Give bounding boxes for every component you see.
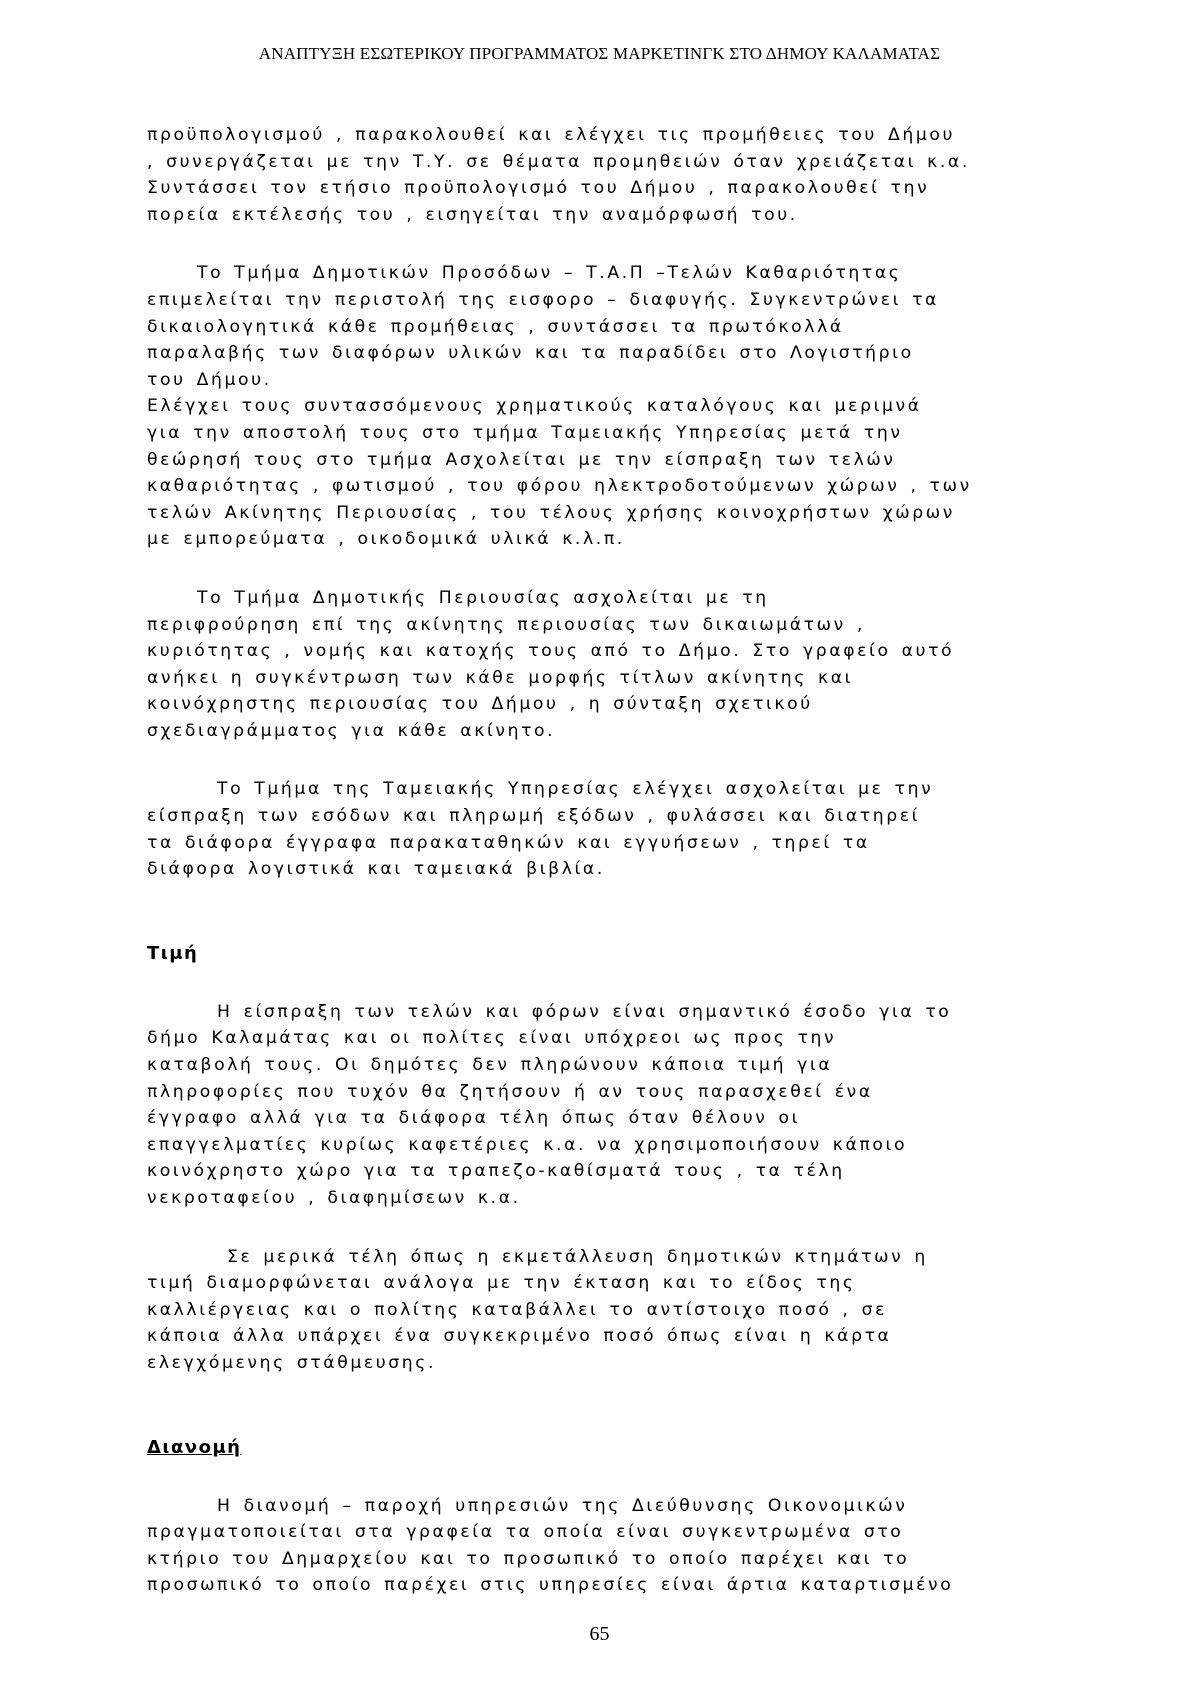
text-line: πραγματοποιείται στα γραφεία τα οποία είναι συγκεντρωμένα στο [147, 1522, 904, 1543]
text-line: διάφορα λογιστικά και ταμειακά βιβλία. [147, 859, 605, 880]
text-line: τα διάφορα έγγραφα παρακαταθηκών και εγγυήσεων , τηρεί τα [147, 832, 870, 853]
section-gap [147, 1377, 1047, 1435]
paragraph-gap [147, 1212, 1047, 1244]
text-line: ελεγχόμενης στάθμευσης. [147, 1352, 437, 1373]
text-line: καταβολή τους. Οι δημότες δεν πληρώνουν κάποια τιμή για [147, 1055, 833, 1076]
page-number: 65 [589, 1623, 610, 1645]
price-heading: Τιμή [147, 942, 199, 964]
text-line: κτήριο του Δημαρχείου και το προσωπικό το οποίο παρέχει και το [147, 1548, 910, 1569]
text-line: Η διανομή – παροχή υπηρεσιών της Διεύθυνσης Οικονομικών [217, 1495, 908, 1516]
text-line: επιμελείται την περιστολή της εισφορο – διαφυγής. Συγκεντρώνει τα [147, 289, 939, 310]
text-line: Συντάσσει τον ετήσιο προϋπολογισμό του Δήμου , παρακολουθεί την [147, 178, 930, 199]
treasury-dept-paragraph [147, 776, 1047, 882]
text-line: ανήκει η συγκέντρωση των κάθε μορφής τίτλων ακίνητης και [147, 667, 854, 688]
running-header: ΑΝΑΠΤΥΞΗ ΕΣΩΤΕΡΙΚΟΥ ΠΡΟΓΡΑΜΜΑΤΟΣ ΜΑΡΚΕΤΙΝΓΚ ΣΤΟ ΔΗΜΟΥ ΚΑΛΑΜΑΤΑΣ [258, 44, 941, 63]
text-line: καθαριότητας , φωτισμού , του φόρου ηλεκτροδοτούμενων χώρων , των [147, 476, 972, 497]
text-line: πορεία εκτέλεσής του , εισηγείται την αναμόρφωσή του. [147, 204, 798, 225]
document-body [147, 122, 1047, 1599]
text-line: νεκροταφείου , διαφημίσεων κ.α. [147, 1188, 521, 1208]
revenue-dept-paragraph [147, 260, 1047, 553]
text-line: με εμπορεύματα , οικοδομικά υλικά κ.λ.π. [147, 529, 625, 550]
text-line: Το Τμήμα Δημοτικής Περιουσίας ασχολείται με τη [197, 587, 769, 608]
text-line: δικαιολογητικά κάθε προμήθειας , συντάσσει τα πρωτόκολλά [147, 316, 844, 337]
distribution-paragraph [147, 1493, 1047, 1599]
text-line: Η είσπραξη των τελών και φόρων είναι σημαντικό έσοδο για το [217, 1001, 952, 1022]
property-dept-paragraph [147, 585, 1047, 745]
text-line: τελών Ακίνητης Περιουσίας , του τέλους χρήσης κοινοχρήστων χώρων [147, 502, 955, 523]
text-line: προϋπολογισμού , παρακολουθεί και ελέγχει τις προμήθειες του Δήμου [147, 125, 956, 145]
price-paragraph-2 [147, 1244, 1047, 1377]
distribution-heading: Διανομή [147, 1436, 242, 1458]
text-line: σχεδιαγράμματος για κάθε ακίνητο. [147, 720, 556, 741]
text-line: Το Τμήμα της Ταμειακής Υπηρεσίας ελέγχει ασχολείται με την [217, 779, 934, 800]
paragraph-gap [147, 967, 1047, 999]
paragraph-gap [147, 553, 1047, 585]
text-line: κάποια άλλα υπάρχει ένα συγκεκριμένο ποσό όπως είναι η κάρτα [147, 1326, 892, 1347]
text-line: Ελέγχει τους συντασσόμενους χρηματικούς καταλόγους και μεριμνά [147, 396, 922, 417]
text-line: Σε μερικά τέλη όπως η εκμετάλλευση δημοτικών κτημάτων η [227, 1246, 928, 1267]
text-line: επαγγελματίες κυρίως καφετέριες κ.α. να χρησιμοποιήσουν κάποιο [147, 1134, 908, 1155]
text-line: προσωπικό το οποίο παρέχει στις υπηρεσίες είναι άρτια καταρτισμένο [147, 1575, 954, 1596]
text-line: καλλιέργειας και ο πολίτης καταβάλλει το αντίστοιχο ποσό , σε [147, 1299, 888, 1320]
text-line: παραλαβής των διαφόρων υλικών και τα παραδίδει στο Λογιστήριο [147, 343, 914, 364]
paragraph-gap [147, 228, 1047, 260]
text-line: θεώρησή τους στο τμήμα Ασχολείται με την είσπραξη των τελών [147, 449, 896, 470]
text-line: πληροφορίες που τυχόν θα ζητήσουν ή αν τους παρασχεθεί ένα [147, 1081, 873, 1102]
text-line: κυριότητας , νομής και κατοχής τους από το Δήμο. Στο γραφείο αυτό [147, 641, 955, 662]
text-line: του Δήμου. [147, 369, 272, 390]
paragraph-gap [147, 1461, 1047, 1493]
text-line: για την αποστολή τους στο τμήμα Ταμειακής Υπηρεσίας μετά την [147, 422, 903, 443]
text-line: Το Τμήμα Δημοτικών Προσόδων – Τ.Α.Π –Τελών Καθαριότητας [197, 263, 902, 284]
text-line: , συνεργάζεται με την Τ.Υ. σε θέματα προμηθειών όταν χρειάζεται κ.α. [147, 151, 970, 172]
text-line: δήμο Καλαμάτας και οι πολίτες είναι υπόχρεοι ως προς την [147, 1028, 837, 1049]
text-line: τιμή διαμορφώνεται ανάλογα με την έκταση και το είδος της [147, 1273, 856, 1294]
text-line: έγγραφο αλλά για τα διάφορα τέλη όπως όταν θέλουν οι [147, 1108, 801, 1129]
text-line: κοινόχρηστο χώρο για τα τραπεζο-καθίσματά τους , τα τέλη [147, 1161, 845, 1182]
text-line: κοινόχρηστης περιουσίας του Δήμου , η σύνταξη σχετικού [147, 694, 813, 715]
section-gap [147, 883, 1047, 941]
text-line: περιφρούρηση επί της ακίνητης περιουσίας των δικαιωμάτων , [147, 614, 865, 635]
price-paragraph-1 [147, 999, 1047, 1212]
intro-paragraph [147, 122, 1047, 228]
text-line: είσπραξη των εσόδων και πληρωμή εξόδων , φυλάσσει και διατηρεί [147, 806, 921, 827]
paragraph-gap [147, 744, 1047, 776]
